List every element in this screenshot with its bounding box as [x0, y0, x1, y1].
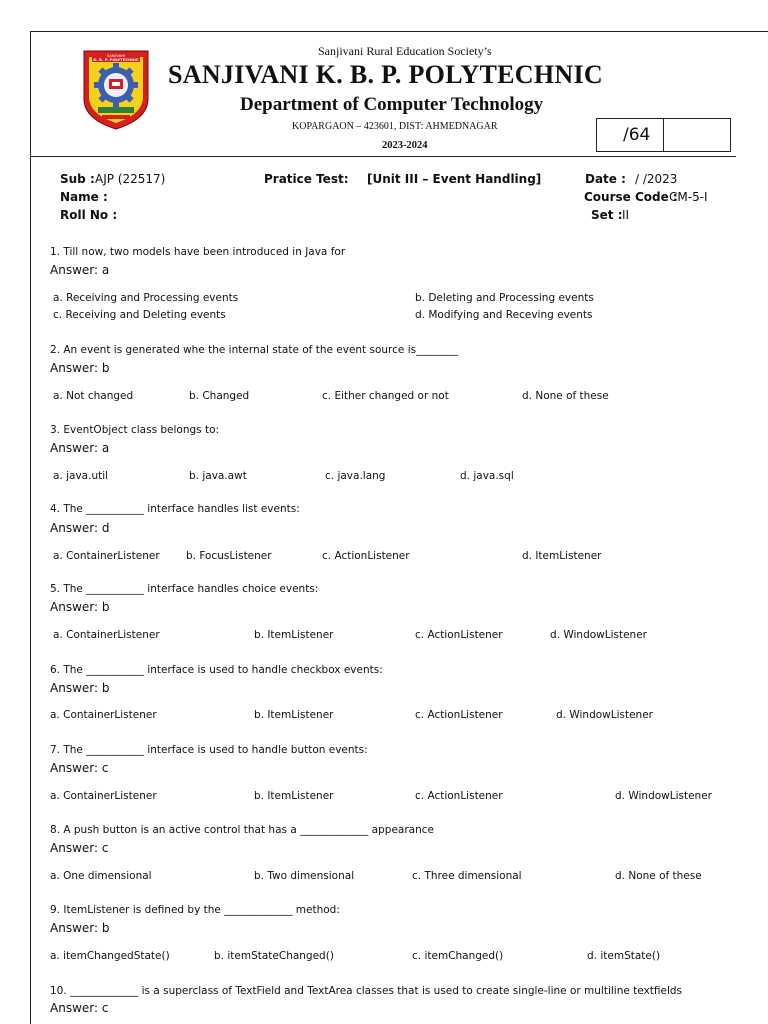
date-value: / /2023 — [635, 172, 678, 186]
option: b. itemStateChanged() — [214, 950, 334, 962]
department-name: Department of Computer Technology — [240, 94, 544, 115]
test-label: Pratice Test: — [264, 172, 349, 186]
header-divider — [30, 156, 736, 157]
answer-text: Answer: c — [50, 1001, 109, 1015]
option: a. ContainerListener — [53, 629, 160, 641]
option: d. WindowListener — [556, 709, 653, 721]
option: b. Deleting and Processing events — [415, 292, 594, 304]
answer-text: Answer: c — [50, 841, 109, 855]
option: b. ItemListener — [254, 709, 334, 721]
option: c. Receiving and Deleting events — [53, 309, 226, 321]
option: c. ActionListener — [322, 550, 410, 562]
question-text: 10. _____________ is a superclass of TextField and TextArea classes that is used to create single-line or multiline textfields — [50, 985, 683, 997]
option: d. itemState() — [587, 950, 661, 962]
society-name: Sanjivani Rural Education Society’s — [318, 44, 492, 58]
option: c. itemChanged() — [412, 950, 504, 962]
option: b. java.awt — [189, 470, 247, 482]
answer-text: Answer: a — [50, 263, 110, 277]
set-label: Set : — [591, 208, 623, 222]
option: b. Two dimensional — [254, 870, 355, 882]
course-code-label: Course Code : — [584, 190, 678, 204]
option: a. ContainerListener — [53, 550, 160, 562]
page-border-top — [30, 31, 768, 32]
college-name: SANJIVANI K. B. P. POLYTECHNIC — [168, 60, 603, 89]
college-logo — [80, 49, 152, 131]
option: a. Receiving and Processing events — [53, 292, 239, 304]
question-text: 7. The ___________ interface is used to handle button events: — [50, 744, 368, 756]
score-box — [596, 118, 731, 152]
question-text: 2. An event is generated whe the internal state of the event source is________ — [50, 344, 459, 356]
answer-text: Answer: b — [50, 361, 110, 375]
score-divider — [663, 119, 664, 151]
answer-text: Answer: a — [50, 441, 110, 455]
option: a. ContainerListener — [50, 709, 157, 721]
question-text: 4. The ___________ interface handles list events: — [50, 503, 300, 515]
option: c. Three dimensional — [412, 870, 522, 882]
option: a. One dimensional — [50, 870, 152, 882]
academic-year: 2023-2024 — [382, 140, 428, 151]
option: c. ActionListener — [415, 790, 503, 802]
option: b. ItemListener — [254, 790, 334, 802]
option: a. ContainerListener — [50, 790, 157, 802]
question-text: 5. The ___________ interface handles choice events: — [50, 583, 319, 595]
option: c. java.lang — [325, 470, 386, 482]
college-address: KOPARGAON – 423601, DIST: AHMEDNAGAR — [292, 121, 498, 132]
option: d. None of these — [615, 870, 702, 882]
question-text: 1. Till now, two models have been introduced in Java for — [50, 246, 346, 258]
option: b. ItemListener — [254, 629, 334, 641]
subject-label: Sub : — [60, 172, 95, 186]
score-total: /64 — [623, 125, 651, 145]
question-text: 3. EventObject class belongs to: — [50, 424, 220, 436]
option: d. WindowListener — [550, 629, 647, 641]
answer-text: Answer: c — [50, 761, 109, 775]
answer-text: Answer: b — [50, 681, 110, 695]
unit-title: [Unit III – Event Handling] — [367, 172, 542, 186]
option: d. ItemListener — [522, 550, 602, 562]
question-text: 9. ItemListener is defined by the _____________ method: — [50, 904, 340, 916]
set-value: II — [622, 208, 630, 222]
subject-value: AJP (22517) — [95, 172, 166, 186]
date-label: Date : — [585, 172, 626, 186]
question-text: 8. A push button is an active control that has a _____________ appearance — [50, 824, 434, 836]
option: c. Either changed or not — [322, 390, 449, 402]
page-border-left — [30, 31, 31, 1024]
svg-text:SANJIVANI: SANJIVANI — [106, 54, 126, 58]
svg-text:K. B. P. POLYTECHNIC: K. B. P. POLYTECHNIC — [93, 57, 139, 62]
question-text: 6. The ___________ interface is used to handle checkbox events: — [50, 664, 383, 676]
option: b. Changed — [189, 390, 250, 402]
option: d. java.sql — [460, 470, 514, 482]
option: d. Modifying and Receving events — [415, 309, 593, 321]
option: a. java.util — [53, 470, 109, 482]
answer-text: Answer: d — [50, 521, 110, 535]
option: c. ActionListener — [415, 709, 503, 721]
option: d. None of these — [522, 390, 609, 402]
course-code-value: CM-5-I — [669, 190, 708, 204]
name-label: Name : — [60, 190, 108, 204]
answer-text: Answer: b — [50, 921, 110, 935]
option: d. WindowListener — [615, 790, 712, 802]
option: b. FocusListener — [186, 550, 272, 562]
option: a. itemChangedState() — [50, 950, 170, 962]
option: a. Not changed — [53, 390, 134, 402]
roll-no-label: Roll No : — [60, 208, 118, 222]
option: c. ActionListener — [415, 629, 503, 641]
answer-text: Answer: b — [50, 600, 110, 614]
